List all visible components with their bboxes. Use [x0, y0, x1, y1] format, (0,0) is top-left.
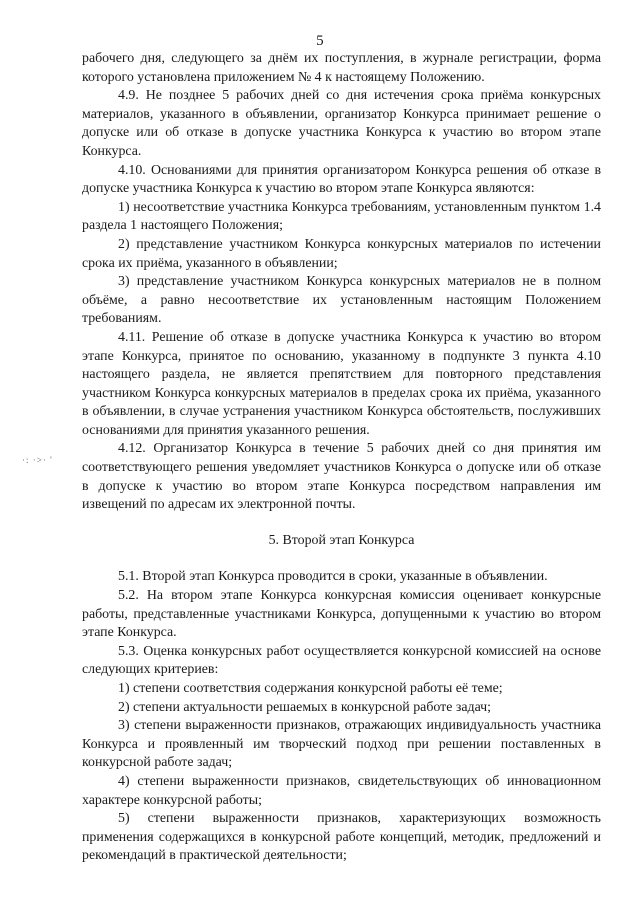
- document-body: [82, 50, 601, 866]
- paragraph-5-2: 5.2. На втором этапе Конкурса конкурсная комиссия оценивает конкурсные работы, представленные участниками Конкурса, допущенными к участию во втором этапе Конкурса.: [82, 588, 601, 641]
- paragraph-4-12: 4.12. Организатор Конкурса в течение 5 рабочих дней со дня принятия им соответствующего решения уведомляет участников Конкурса о допуске или об отказе в допуске к участию во втором этапе Конкурса посредством направления им извещений по адресам их электронной почты.: [82, 441, 601, 513]
- paragraph-5-3-item-5: 5) степени выраженности признаков, характеризующих возможность применения содержащихся в конкурсной работе концепций, методик, предложений и рекомендаций в практической деятельности;: [82, 811, 601, 864]
- paragraph-5-3-item-3: 3) степени выраженности признаков, отражающих индивидуальность участника Конкурса и проявленный им творческий подход при решении поставленных в конкурсной работе задач;: [82, 718, 601, 771]
- paragraph-5-1: 5.1. Второй этап Конкурса проводится в сроки, указанные в объявлении.: [118, 569, 548, 585]
- paragraph-continuation: рабочего дня, следующего за днём их поступления, в журнале регистрации, форма которого установлена приложением № 4 к настоящему Положению.: [82, 51, 601, 85]
- paragraph-4-10: 4.10. Основаниями для принятия организатором Конкурса решения об отказе в допуске участника Конкурса к участию во втором этапе Конкурса являются:: [82, 162, 601, 197]
- paragraph-5-3-item-4: 4) степени выраженности признаков, свидетельствующих об инновационном характере конкурсной работы;: [82, 773, 601, 808]
- page-number: 5: [316, 33, 324, 49]
- paragraph-5-3-item-1: 1) степени соответствия содержания конкурсной работы её теме;: [118, 681, 503, 696]
- paragraph-4-10-item-1: 1) несоответствие участника Конкурса требованиям, установленным пунктом 1.4 раздела 1 настоящего Положения;: [82, 199, 601, 234]
- paragraph-4-10-item-2: 2) представление участником Конкурса конкурсных материалов по истечении срока их приёма, указанного в объявлении;: [82, 236, 601, 271]
- paragraph-4-10-item-3: 3) представление участником Конкурса конкурсных материалов не в полном объёме, а равно несоответствие их установленным настоящим Положением требованиям.: [82, 274, 601, 327]
- paragraph-4-9: 4.9. Не позднее 5 рабочих дней со дня истечения срока приёма конкурсных материалов, указанного в объявлении, организатор Конкурса принимает решение о допуске или об отказе в допуске участника Конкурса к участию во втором этапе Конкурса.: [82, 88, 601, 159]
- paragraph-5-3-item-2: 2) степени актуальности решаемых в конкурсной работе задач;: [118, 699, 492, 715]
- paragraph-5-3: 5.3. Оценка конкурсных работ осуществляется конкурсной комиссией на основе следующих критериев:: [82, 643, 601, 678]
- section-5-heading: 5. Второй этап Конкурса: [268, 532, 415, 548]
- paragraph-4-11: 4.11. Решение об отказе в допуске участника Конкурса к участию во втором этапе Конкурса, принятое по основанию, указанному в подпункте 3 пункта 4.10 настоящего раздела, не является препятствием для повторного представления участником Конкурса конкурсных материалов в пределах срока их приёма, указанного в объявлении, в случае устранения участником Конкурса обстоятельств, послуживших основаниями для принятия указанного решения.: [82, 329, 601, 438]
- margin-pen-mark: ·: ·>· ': [22, 455, 53, 465]
